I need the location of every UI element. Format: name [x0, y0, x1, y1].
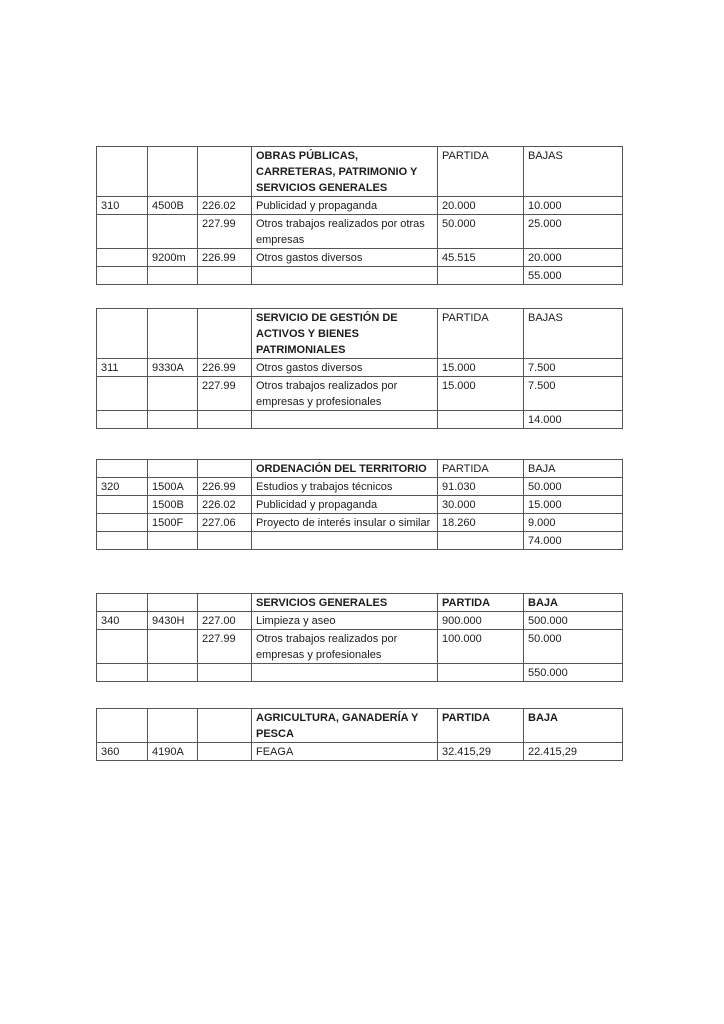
data-row — [97, 359, 623, 377]
data-cell — [97, 411, 148, 429]
header-cell — [148, 147, 198, 197]
data-cell: 91.030 — [438, 478, 524, 496]
data-cell: 226.02 — [198, 496, 252, 514]
data-cell: 310 — [97, 197, 148, 215]
data-cell: 227.00 — [198, 612, 252, 630]
data-cell: Otros trabajos realizados por otras empresas — [252, 215, 438, 249]
data-row — [97, 743, 623, 761]
data-cell — [148, 215, 198, 249]
header-cell: PARTIDA — [438, 594, 524, 612]
data-cell: 22.415,29 — [524, 743, 623, 761]
data-cell: 50.000 — [524, 630, 623, 664]
data-cell — [198, 267, 252, 285]
header-cell: BAJA — [524, 594, 623, 612]
data-cell: 320 — [97, 478, 148, 496]
data-cell — [438, 532, 524, 550]
header-cell — [198, 309, 252, 359]
data-row — [97, 514, 623, 532]
data-cell: 50.000 — [438, 215, 524, 249]
data-cell — [198, 532, 252, 550]
header-cell: PARTIDA — [438, 460, 524, 478]
data-cell — [148, 411, 198, 429]
data-cell: 4190A — [148, 743, 198, 761]
data-cell: Proyecto de interés insular o similar — [252, 514, 438, 532]
data-cell: Otros trabajos realizados por empresas y profesionales — [252, 630, 438, 664]
header-cell: SERVICIOS GENERALES — [252, 594, 438, 612]
table-ordenacion-territorio — [96, 459, 623, 550]
data-row — [97, 411, 623, 429]
data-cell — [97, 496, 148, 514]
data-cell: 1500F — [148, 514, 198, 532]
data-cell: Otros trabajos realizados por empresas y profesionales — [252, 377, 438, 411]
header-row — [97, 147, 623, 197]
data-cell — [252, 267, 438, 285]
data-cell: 25.000 — [524, 215, 623, 249]
data-cell — [97, 664, 148, 682]
data-cell: 15.000 — [524, 496, 623, 514]
data-cell: 227.99 — [198, 215, 252, 249]
data-cell: 550.000 — [524, 664, 623, 682]
data-cell: 226.99 — [198, 249, 252, 267]
header-cell: PARTIDA — [438, 309, 524, 359]
data-row — [97, 612, 623, 630]
data-cell: Estudios y trabajos técnicos — [252, 478, 438, 496]
data-cell — [97, 267, 148, 285]
data-cell — [198, 743, 252, 761]
data-cell: 4500B — [148, 197, 198, 215]
data-cell: 10.000 — [524, 197, 623, 215]
data-cell — [252, 411, 438, 429]
data-cell: Publicidad y propaganda — [252, 197, 438, 215]
data-cell: Otros gastos diversos — [252, 249, 438, 267]
data-cell: 9430H — [148, 612, 198, 630]
data-row — [97, 215, 623, 249]
data-cell: 340 — [97, 612, 148, 630]
header-cell — [148, 709, 198, 743]
data-cell: FEAGA — [252, 743, 438, 761]
data-row — [97, 249, 623, 267]
header-cell — [97, 594, 148, 612]
data-cell — [148, 267, 198, 285]
table-servicio-gestion-activos — [96, 308, 623, 429]
header-row — [97, 309, 623, 359]
data-cell — [198, 664, 252, 682]
header-cell — [148, 594, 198, 612]
data-cell — [148, 532, 198, 550]
data-cell: 45.515 — [438, 249, 524, 267]
data-cell: 9200m — [148, 249, 198, 267]
data-cell — [97, 514, 148, 532]
data-row — [97, 496, 623, 514]
data-cell: 227.06 — [198, 514, 252, 532]
data-cell: 7.500 — [524, 359, 623, 377]
data-cell: 50.000 — [524, 478, 623, 496]
table-agricultura-ganaderia-pesca — [96, 708, 623, 761]
data-cell: 1500B — [148, 496, 198, 514]
data-cell: 9330A — [148, 359, 198, 377]
data-cell — [97, 249, 148, 267]
data-cell — [148, 377, 198, 411]
data-cell: 32.415,29 — [438, 743, 524, 761]
data-row — [97, 197, 623, 215]
data-cell: 227.99 — [198, 377, 252, 411]
data-cell: 74.000 — [524, 532, 623, 550]
header-cell: OBRAS PÚBLICAS, CARRETERAS, PATRIMONIO Y SERVICIOS GENERALES — [252, 147, 438, 197]
data-cell: 55.000 — [524, 267, 623, 285]
data-cell: Limpieza y aseo — [252, 612, 438, 630]
data-row — [97, 664, 623, 682]
data-cell — [148, 630, 198, 664]
table-servicios-generales — [96, 593, 623, 682]
header-cell: ORDENACIÓN DEL TERRITORIO — [252, 460, 438, 478]
data-cell — [252, 664, 438, 682]
data-cell — [148, 664, 198, 682]
data-cell: 14.000 — [524, 411, 623, 429]
header-cell: BAJAS — [524, 147, 623, 197]
header-row — [97, 594, 623, 612]
data-row — [97, 377, 623, 411]
data-cell: 15.000 — [438, 377, 524, 411]
data-cell: 360 — [97, 743, 148, 761]
data-cell: 311 — [97, 359, 148, 377]
header-cell — [148, 309, 198, 359]
data-row — [97, 267, 623, 285]
data-cell: 1500A — [148, 478, 198, 496]
header-cell — [97, 460, 148, 478]
header-cell: PARTIDA — [438, 709, 524, 743]
data-cell — [438, 664, 524, 682]
header-cell — [97, 709, 148, 743]
data-cell — [97, 377, 148, 411]
data-cell: 18.260 — [438, 514, 524, 532]
data-cell — [198, 411, 252, 429]
data-cell: 30.000 — [438, 496, 524, 514]
data-cell: 9.000 — [524, 514, 623, 532]
header-cell: BAJA — [524, 460, 623, 478]
data-cell: 226.02 — [198, 197, 252, 215]
data-cell: 226.99 — [198, 359, 252, 377]
header-row — [97, 709, 623, 743]
header-cell: BAJAS — [524, 309, 623, 359]
data-row — [97, 478, 623, 496]
header-row — [97, 460, 623, 478]
data-cell — [438, 411, 524, 429]
header-cell: PARTIDA — [438, 147, 524, 197]
data-row — [97, 532, 623, 550]
data-cell: 20.000 — [524, 249, 623, 267]
data-cell: 100.000 — [438, 630, 524, 664]
header-cell: SERVICIO DE GESTIÓN DE ACTIVOS Y BIENES PATRIMONIALES — [252, 309, 438, 359]
header-cell: AGRICULTURA, GANADERÍA Y PESCA — [252, 709, 438, 743]
data-cell: 15.000 — [438, 359, 524, 377]
header-cell — [198, 709, 252, 743]
data-cell: Otros gastos diversos — [252, 359, 438, 377]
data-cell: Publicidad y propaganda — [252, 496, 438, 514]
data-cell: 227.99 — [198, 630, 252, 664]
header-cell — [97, 147, 148, 197]
header-cell — [97, 309, 148, 359]
data-cell: 226.99 — [198, 478, 252, 496]
data-cell — [252, 532, 438, 550]
data-cell — [438, 267, 524, 285]
data-cell — [97, 215, 148, 249]
data-cell — [97, 630, 148, 664]
data-row — [97, 630, 623, 664]
header-cell — [198, 147, 252, 197]
header-cell: BAJA — [524, 709, 623, 743]
header-cell — [148, 460, 198, 478]
table-obras-publicas — [96, 146, 623, 285]
data-cell: 7.500 — [524, 377, 623, 411]
data-cell: 900.000 — [438, 612, 524, 630]
data-cell: 500.000 — [524, 612, 623, 630]
data-cell: 20.000 — [438, 197, 524, 215]
header-cell — [198, 460, 252, 478]
header-cell — [198, 594, 252, 612]
data-cell — [97, 532, 148, 550]
